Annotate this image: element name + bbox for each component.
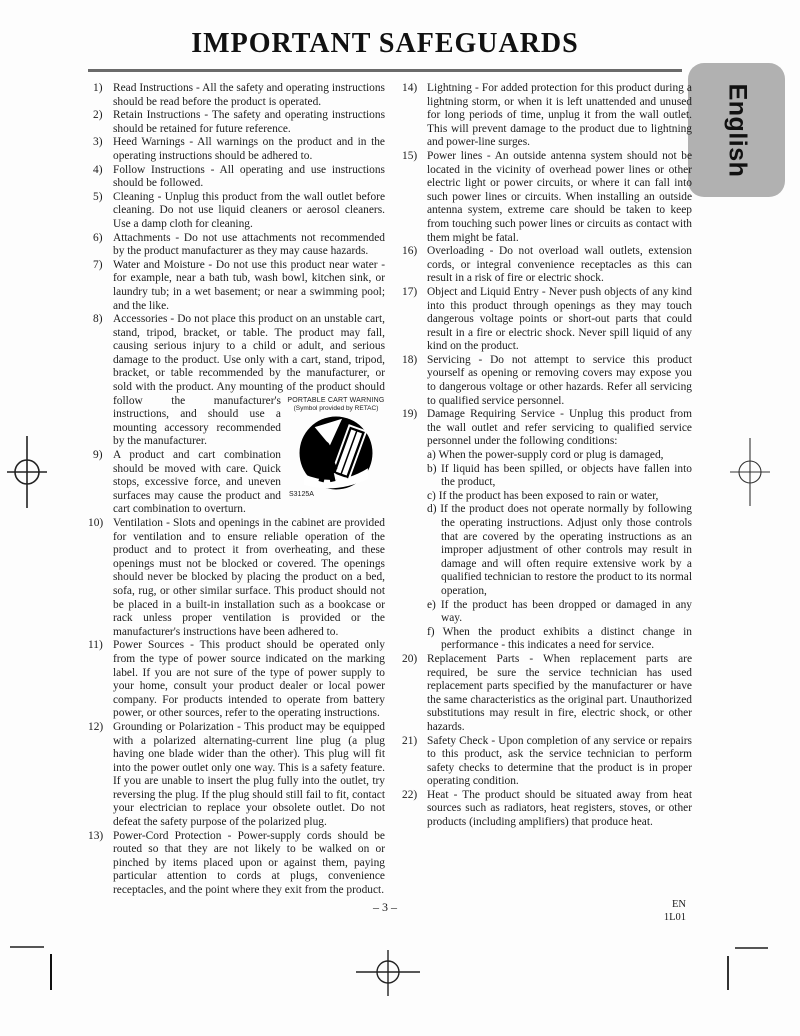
item-text: Lightning - For added protection for this product during a lightning storm, or when it is left unattended and unused for long periods of time, unplug it from the wall outlet. This will prevent damage to the product due to lightning and power-line surges. [427, 82, 692, 149]
service-condition-f [427, 626, 692, 653]
safeguard-item-11 [88, 639, 385, 721]
item-text: Replacement Parts - When replacement parts are required, be sure the service technician has used replacement parts specified by the manufacturer or have the same characteristics as the original part. Unauthorized substitutions may result in fire, electric shock, or other hazards. [427, 652, 692, 733]
item-number: 6) [93, 231, 103, 244]
crop-mark-bottom-right-vertical [727, 956, 729, 990]
item-text: Follow Instructions - All operating and use instructions should be followed. [113, 163, 385, 190]
safeguard-item-19 [402, 408, 692, 653]
item-number: 12) [88, 720, 104, 733]
item-number: 4) [93, 163, 103, 176]
safeguard-item-6 [88, 232, 385, 259]
item-number: 7) [93, 258, 103, 271]
item-text: Object and Liquid Entry - Never push objects of any kind into this product through openings as they may touch dangerous voltage points or short-out parts that could result in a fire or electric shock. Never spill liquid of any kind on the product. [427, 285, 692, 353]
registration-mark-right [726, 430, 774, 516]
cart-warning-label: PORTABLE CART WARNING [287, 396, 385, 404]
subitem-letter: b) [427, 462, 437, 475]
item-text: Power Sources - This product should be operated only from the type of power source indicated on the marking label. If you are not sure of the type of power supply to your home, consult your product dealer or local power company. For products intended to operate from battery power, or other sources, refer to the operating instructions. [113, 639, 385, 720]
item-text: Power lines - An outside antenna system should not be located in the vicinity of overhead power lines or other electric light or power circuits, or where it can fall into such power lines or circuits. When installing an outside antenna system, extreme care should be taken to keep from touching such power lines or circuits as contact with them might be fatal. [427, 149, 692, 244]
item-text: Read Instructions - All the safety and operating instructions should be read before the product is operated. [113, 82, 385, 108]
cart-warning-sublabel: (Symbol provided by RETAC) [293, 404, 379, 412]
language-tab-english [688, 63, 785, 197]
item-text: A product and cart combination should be moved with care. Quick stops, excessive force, and uneven surfaces may cause the product and cart combination to overturn. [113, 449, 281, 516]
title-rule [88, 69, 682, 72]
item-number: 17) [402, 285, 418, 298]
subitem-letter: f) [427, 625, 435, 638]
safeguard-item-12 [88, 721, 385, 830]
item-text: Cleaning - Unplug this product from the wall outlet before cleaning. Do not use liquid cleaners or aerosol cleaners. Use a damp cloth for cleaning. [113, 190, 385, 230]
subitem-text: If the product does not operate normally by following the operating instructions. Adjust only those controls that are covered by the operating instructions as an improper adjustment of other controls may result in damage and will often require extensive work by a qualified technician to restore the product to its normal operation, [440, 503, 692, 597]
item-number: 3) [93, 136, 103, 149]
item-text-after-figure: follow the manufacturer's instructions, and should use a mounting accessory recommended by the manufacturer. [113, 394, 281, 448]
safeguard-item-15 [402, 150, 692, 245]
cart-warning-figure [287, 397, 385, 511]
registration-mark-left [3, 428, 53, 518]
item-text: Servicing - Do not attempt to service this product yourself as opening or removing covers may expose you to dangerous voltage or other hazards. Refer all servicing to qualified service personnel. [427, 353, 692, 407]
subitem-text: If the product has been dropped or damaged in any way. [440, 598, 692, 625]
safeguard-item-21 [402, 735, 692, 789]
service-condition-d [427, 503, 692, 598]
safeguard-item-20 [402, 653, 692, 735]
item-text: Safety Check - Upon completion of any service or repairs to this product, ask the service technician to perform safety checks to determine that the product is in proper operating condition. [427, 734, 692, 788]
safeguard-item-7 [88, 259, 385, 313]
item-number: 20) [402, 652, 418, 665]
subitem-text: If liquid has been spilled, or objects have fallen into the product, [440, 462, 692, 489]
subitem-letter: e) [427, 598, 436, 611]
subitem-text: If the product has been exposed to rain or water, [438, 489, 659, 502]
portable-cart-warning-icon [298, 415, 374, 491]
subitem-text: When the product exhibits a distinct change in performance - this indicates a need for service. [441, 625, 692, 652]
item-text: Damage Requiring Service - Unplug this product from the wall outlet and refer servicing to qualified service personnel under the following conditions: [427, 408, 692, 448]
cart-warning-code: S3125A [289, 490, 314, 498]
crop-mark-bottom-left-vertical [50, 954, 52, 990]
subitem-letter: d) [427, 503, 437, 516]
crop-mark-bottom-left-horizontal [10, 946, 44, 948]
safeguard-item-13 [88, 830, 385, 898]
item-number: 8) [93, 313, 103, 326]
item-text: Grounding or Polarization - This product may be equipped with a polarized alternating-current line plug (a plug having one blade wider than the other). This plug will fit into the power outlet only one way. This is a safety feature. If you are unable to insert the plug fully into the outlet, try reversing the plug. If the plug should still fail to fit, contact your electrician to replace your obsolete outlet. Do not defeat the safety purpose of the polarized plug. [113, 720, 385, 829]
item-number: 14) [402, 82, 418, 94]
item-number: 13) [88, 829, 104, 842]
language-tab-label: English [722, 83, 751, 177]
item-number: 10) [88, 517, 104, 529]
page-number: – 3 – [373, 900, 397, 914]
item-text: Overloading - Do not overload wall outlets, extension cords, or integral convenience receptacles as this can result in a risk of fire or electric shock. [427, 245, 692, 285]
safeguard-item-1 [88, 82, 385, 109]
subitem-letter: a) [427, 449, 436, 462]
item-number: 22) [402, 788, 418, 801]
subitem-letter: c) [427, 489, 436, 502]
item-number: 11) [88, 639, 103, 652]
item-text-before-figure: Accessories - Do not place this product on an unstable cart, stand, tripod, bracket, or table. The product may fall, causing serious injury to a child or adult, and serious damage to the product. Use only with a cart, stand, tripod, bracket, or table recommended by the manufacturer, or sold with the product. Any mounting of the product should [113, 313, 385, 394]
item-text: Retain Instructions - The safety and operating instructions should be retained for future reference. [113, 109, 385, 135]
item-text: Power-Cord Protection - Power-supply cords should be routed so that they are not likely to be walked on or pinched by items placed upon or against them, paying particular attention to cords at plugs, convenience receptacles, and the point where they exit from the product. [113, 829, 385, 897]
safeguard-item-4 [88, 164, 385, 191]
service-condition-c [427, 490, 692, 504]
safeguard-item-14 [402, 82, 692, 150]
item-number: 2) [93, 109, 103, 122]
left-column [88, 82, 385, 898]
item-text: Water and Moisture - Do not use this product near water - for example, near a bath tub, wash bowl, kitchen sink, or laundry tub; in a wet basement; or near a swimming pool; and the like. [113, 258, 385, 312]
item-number: 1) [93, 82, 103, 94]
service-conditions-list [427, 449, 692, 653]
safeguard-item-2 [88, 109, 385, 136]
service-condition-a [427, 449, 692, 463]
service-condition-e [427, 599, 692, 626]
safeguard-item-17 [402, 286, 692, 354]
item-number: 16) [402, 245, 418, 258]
page-title: IMPORTANT SAFEGUARDS [191, 28, 579, 59]
document-code-id: 1L01 [663, 912, 686, 923]
registration-mark-bottom [355, 944, 421, 1000]
item-number: 19) [402, 408, 418, 421]
document-code [600, 898, 686, 924]
crop-mark-bottom-right-horizontal [735, 947, 768, 949]
safeguard-item-18 [402, 354, 692, 408]
item-text: Heed Warnings - All warnings on the product and in the operating instructions should be adhered to. [113, 136, 385, 162]
item-text: Attachments - Do not use attachments not recommended by the product manufacturer as they may cause hazards. [113, 231, 385, 258]
item-text: Heat - The product should be situated away from heat sources such as radiators, heat registers, stoves, or other products (including amplifiers) that produce heat. [427, 788, 692, 829]
safeguard-item-3 [88, 136, 385, 163]
right-column [402, 82, 692, 898]
item-number: 5) [93, 190, 103, 203]
item-number: 9) [93, 449, 103, 462]
safeguard-item-22 [402, 789, 692, 830]
item-text: Ventilation - Slots and openings in the cabinet are provided for ventilation and to ensure reliable operation of the product and to protect it from overheating, and these openings must not be blocked or covered. The openings should never be blocked by placing the product on a bed, sofa, rug, or other similar surface. This product should not be placed in a built-in installation such as a bookcase or rack unless proper ventilation is provided or the manufacturer's instructions have been adhered to. [113, 517, 385, 638]
safeguard-item-16 [402, 245, 692, 286]
subitem-text: When the power-supply cord or plug is damaged, [438, 449, 664, 462]
safeguards-columns [88, 82, 692, 898]
item-number: 21) [402, 734, 418, 747]
service-condition-b [427, 463, 692, 490]
item-number: 15) [402, 149, 418, 162]
document-code-region: EN [672, 899, 686, 910]
safeguard-item-10 [88, 517, 385, 639]
item-number: 18) [402, 353, 418, 366]
safeguard-item-5 [88, 191, 385, 232]
